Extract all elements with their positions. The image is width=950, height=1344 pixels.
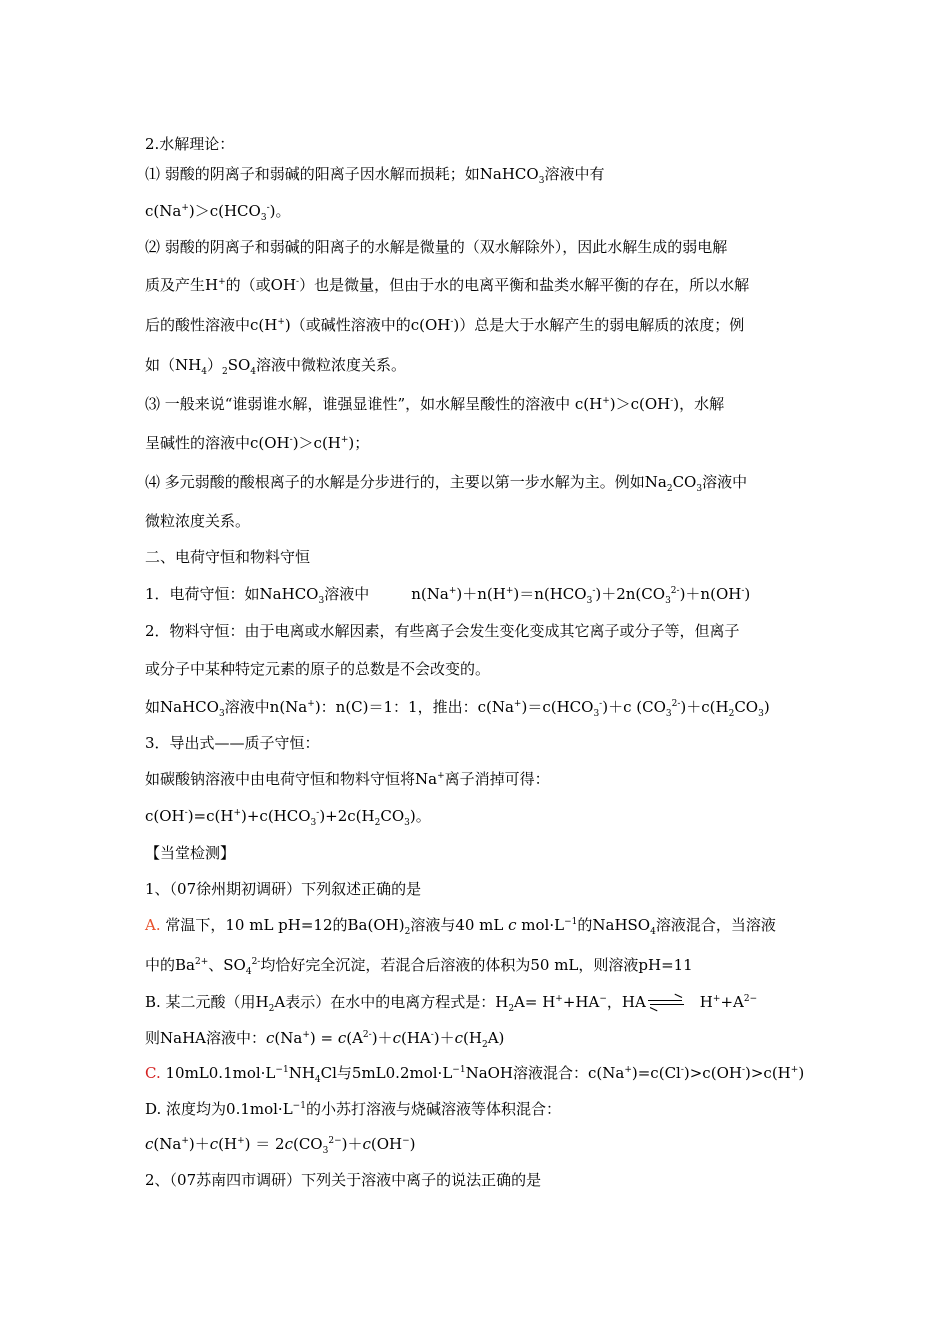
question-1-stem: 1、（07徐州期初调研）下列叙述正确的是 [145,880,422,898]
paragraph-line: 3．导出式——质子守恒： [145,734,320,752]
option-a-label: A. [145,916,161,934]
equilibrium-arrow-icon [646,997,686,1009]
paragraph-line: 如$(NH_4)_2SO_4$溶液中微粒浓度关系。 [145,356,407,377]
option-b-line: B. 某二元酸（用$H_2A$表示）在水中的电离方程式是：$H_2A= H^++HA^-$，HA $H^++A^{2-}$ [145,993,758,1014]
paragraph-line: 微粒浓度关系。 [145,512,251,530]
paragraph-line: 呈碱性的溶液中c(OH-)＞c(H+)； [145,434,370,452]
section-heading-conservation: 二、电荷守恒和物料守恒 [145,548,311,566]
question-2-stem: 2、（07苏南四市调研）下列关于溶液中离子的说法正确的是 [145,1171,542,1189]
material-conservation-line: 如NaHCO$_3$溶液中n(Na+)：n(C)＝1：1，推出：$c(Na^+)=c(HCO_3^-)+c$ $(CO_3^{2-})+c(H_2CO_3)$ [145,698,770,719]
option-a-line: A. 常温下，10 mL pH=12的$Ba(OH)_2$溶液与40 mL c $mol\cdot L^{-1}$的NaHSO$_4$溶液混合，当溶液 [145,916,776,937]
paragraph-line: ⑶ 一般来说“谁弱谁水解，谁强显谁性”，如水解呈酸性的溶液中 c(H+)＞c(OH-)，水解 [145,395,725,413]
paragraph-line: 2．物料守恒：由于电离或水解因素，有些离子会发生变化变成其它离子或分子等，但离子 [145,622,740,640]
option-a-line-2: 中的$Ba^{2+}$、$SO_4^{2-}$均恰好完全沉淀，若混合后溶液的体积为50 mL，则溶液pH=11 [145,956,693,977]
paragraph-line: 质及产生H+的（或OH-）也是微量，但由于水的电离平衡和盐类水解平衡的存在，所以水解 [145,276,750,294]
charge-conservation-line: 1．电荷守恒：如NaHCO$_3$溶液中 $n(Na^+)+n(H^+)=n(HCO_3^-)+2n(CO_3^{2-})+n(OH^-)$ [145,585,751,606]
option-d-line: D. 浓度均为$0.1mol\cdot L^{-1}$的小苏打溶液与烧碱溶液等体积混合： [145,1100,561,1118]
paragraph-line: ⑵ 弱酸的阴离子和弱碱的阳离子的水解是微量的（双水解除外），因此水解生成的弱电解 [145,238,728,256]
option-c-label: C. [145,1064,161,1082]
formula-line: $c(Na^+)>c(HCO_3^-)$。 [145,202,291,223]
paragraph-line: 如碳酸钠溶液中由电荷守恒和物料守恒将Na+离子消掉可得： [145,770,550,788]
option-b-line-2: 则NaHA溶液中：$c(Na^+) = c(A^{2-})+c(HA^-)+c(H_2A)$ [145,1029,505,1050]
section-heading-hydrolysis: 2.水解理论： [145,135,235,153]
option-d-line-2: $c(Na^+)+c(H^+) = 2c(CO_3^{2-})+c(OH^-)$ [145,1135,416,1156]
section-heading-quiz: 【当堂检测】 [145,844,236,862]
paragraph-line: 或分子中某种特定元素的原子的总数是不会改变的。 [145,660,491,678]
paragraph-line: ⑷ 多元弱酸的酸根离子的水解是分步进行的，主要以第一步水解为主。例如$Na_2CO_3$溶液中 [145,473,748,494]
paragraph-line: ⑴ 弱酸的阴离子和弱碱的阳离子因水解而损耗；如NaHCO$_3$溶液中有 [145,165,605,186]
option-c-line: C. $10mL0.1mol\cdot L^{-1}NH_4Cl$与$5mL0.2mol\cdot L^{-1}NaOH$溶液混合：c(Na+)=c(Cl-)>c(OH-)>c(H+) [145,1064,805,1085]
proton-conservation-line: $c(OH^-)=c(H^+)+c(HCO_3^-)+2c(H_2CO_3)$。 [145,807,431,828]
paragraph-line: 后的酸性溶液中c(H+)（或碱性溶液中的c(OH-)）总是大于水解产生的弱电解质的浓度；例 [145,316,745,334]
